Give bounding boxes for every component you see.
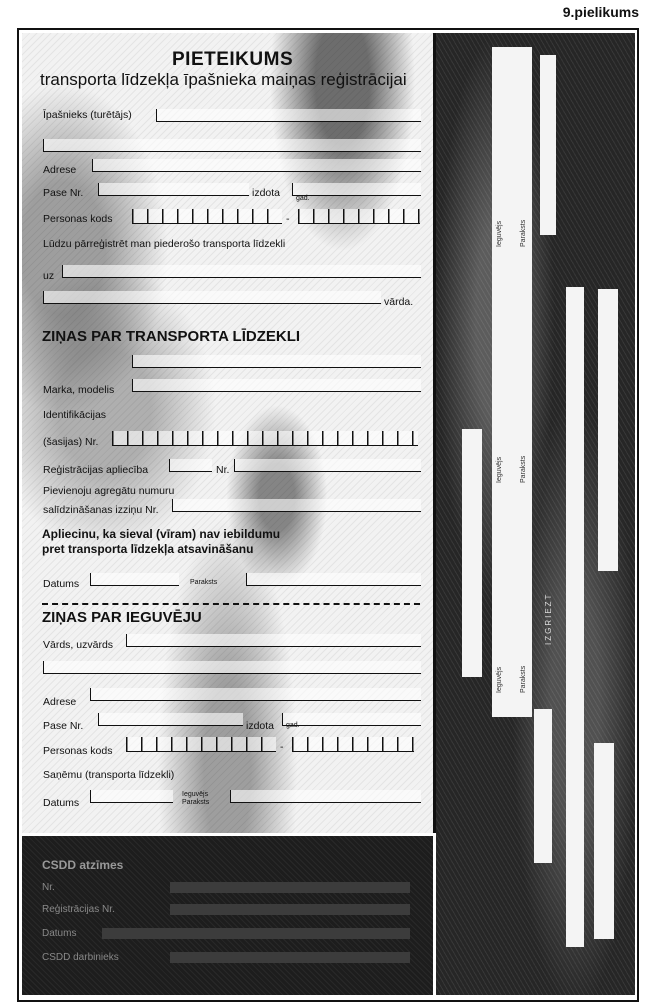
request-text: Lūdzu pārreģistrēt man piederošo transporta līdzekli: [43, 238, 286, 250]
personal-code-cells-1[interactable]: [132, 209, 282, 224]
passport-label: Pase Nr.: [43, 187, 84, 199]
vehicle-heading: ZIŅAS PAR TRANSPORTA LĪDZEKLI: [42, 328, 301, 345]
buyer-passport-field[interactable]: [98, 713, 243, 726]
personal-code-cells-2[interactable]: [298, 209, 420, 224]
owner-field[interactable]: [156, 109, 421, 122]
buyer-date-label: Datums: [43, 797, 80, 809]
vin-cells[interactable]: [112, 431, 418, 446]
buyer-signature-field[interactable]: [230, 790, 421, 803]
address-label: Adrese: [43, 164, 77, 176]
stub-strip-4: [566, 287, 584, 947]
buyer-sig-caption-bottom: Paraksts: [182, 799, 210, 806]
stub-label-1c: Paraksts: [520, 665, 527, 693]
office-use-box: [22, 836, 433, 995]
new-owner-field-line2[interactable]: [43, 291, 381, 304]
stub-strip-6: [534, 709, 552, 863]
buyer-personal-code-label: Personas kods: [43, 745, 113, 757]
stub-vertical-text: IZGRIEZT: [544, 592, 553, 645]
office-field-1[interactable]: [170, 904, 410, 915]
buyer-address-label: Adrese: [43, 696, 77, 708]
stub-label-0c: Ieguvējs: [496, 666, 503, 693]
owner-label: Īpašnieks (turētājs): [43, 109, 132, 121]
buyer-name-label: Vārds, uzvārds: [43, 639, 114, 651]
office-row-2: Datums: [42, 928, 77, 939]
office-row-1: Reģistrācijas Nr.: [42, 904, 115, 915]
stub-label-1: Paraksts: [520, 219, 527, 247]
address-field[interactable]: [92, 159, 421, 172]
tear-off-stub: [436, 33, 635, 995]
make-field[interactable]: [132, 379, 421, 392]
aggregates-label-2: salīdzināšanas izziņu Nr.: [43, 504, 159, 516]
buyer-sig-caption-top: Ieguvējs: [182, 791, 209, 798]
reg-nr-label: Nr.: [216, 464, 230, 476]
reg-cert-label: Reģistrācijas apliecība: [43, 464, 149, 476]
date-label: Datums: [43, 578, 80, 590]
to-label: uz: [43, 270, 55, 282]
buyer-date-field[interactable]: [90, 790, 173, 803]
aggregates-label-1: Pievienoju agregātu numuru: [43, 485, 175, 497]
new-owner-field[interactable]: [62, 265, 421, 278]
form-frame: [17, 28, 639, 1002]
buyer-name-field[interactable]: [126, 634, 421, 647]
vin-label-1: Identifikācijas: [43, 409, 107, 421]
signature-caption: Paraksts: [190, 579, 218, 586]
annex-label: 9.pielikums: [562, 4, 639, 20]
buyer-name-field-line2[interactable]: [43, 661, 421, 674]
office-row-0: Nr.: [42, 882, 55, 893]
office-field-3[interactable]: [170, 952, 410, 963]
cut-line: [42, 603, 420, 605]
stub-strip-5: [598, 289, 618, 571]
form-subtitle: transporta līdzekļa īpašnieka maiņas reģistrācijai: [40, 70, 407, 89]
reg-cert-series[interactable]: [169, 459, 212, 472]
signature-field[interactable]: [246, 573, 421, 586]
personal-code-label: Personas kods: [43, 213, 113, 225]
stub-strip-1: [492, 47, 532, 717]
stub-strip-3: [462, 429, 482, 677]
affirm-text-1: Apliecinu, ka sieval (vīram) nav iebildumu: [42, 527, 281, 541]
buyer-passport-label: Pase Nr.: [43, 720, 84, 732]
stub-label-1b: Paraksts: [520, 455, 527, 483]
vin-label-2: (šasijas) Nr.: [43, 436, 99, 448]
office-heading: CSDD atzīmes: [42, 858, 124, 872]
owner-field-line2[interactable]: [43, 139, 421, 152]
office-row-3: CSDD darbinieks: [42, 952, 119, 963]
issued-field[interactable]: [292, 183, 421, 196]
application-form: PIETEIKUMS transporta līdzekļa īpašnieka maiņas reģistrācijai Īpašnieks (turētājs) Adrese Pase Nr. izdota gad. Personas kods - Lūdzu pārreģistrēt man piederošo transporta līdzekli uz vārda. ZIŅAS PAR TRANSPORTA LĪDZEKLI Marka, modelis Identifikācijas (šasijas) Nr. Reģistrācijas apliecība Nr. Pievienoju agregātu numuru salīdzināšanas izziņu Nr. Apliecinu, ka sieval (vīram) nav iebildumu pret transporta līdzekļa atsavināšanu Datums Paraksts ZIŅAS PAR IEGUVĒJU Vārds, uzvārds Adrese Pase Nr. izdota gad. Personas kods - Saņēmu (transporta līdzekli) Datums Ieguvējs Paraksts: [22, 33, 436, 833]
buyer-personal-code-cells-2[interactable]: [292, 737, 414, 752]
buyer-issued-field[interactable]: [282, 713, 421, 726]
vehicle-field-top[interactable]: [132, 355, 421, 368]
form-title: PIETEIKUMS: [172, 49, 294, 70]
issued-suffix: gad.: [296, 195, 310, 202]
office-field-0[interactable]: [170, 882, 410, 893]
aggregates-field[interactable]: [172, 499, 421, 512]
stub-strip-7: [594, 743, 614, 939]
stub-label-0: Ieguvējs: [496, 220, 503, 247]
make-label: Marka, modelis: [43, 384, 115, 396]
buyer-issued-label: izdota: [246, 720, 275, 732]
buyer-personal-code-cells-1[interactable]: [126, 737, 276, 752]
reg-cert-number[interactable]: [234, 459, 421, 472]
issued-label: izdota: [252, 187, 281, 199]
name-suffix: vārda.: [384, 296, 414, 308]
buyer-issued-suffix: gad.: [286, 722, 300, 729]
receipt-label: Saņēmu (transporta līdzekli): [43, 769, 175, 781]
buyer-address-field[interactable]: [90, 688, 421, 701]
affirm-text-2: pret transporta līdzekļa atsavināšanu: [42, 542, 254, 556]
office-field-2[interactable]: [102, 928, 410, 939]
stub-label-0b: Ieguvējs: [496, 456, 503, 483]
date-field[interactable]: [90, 573, 179, 586]
passport-field[interactable]: [98, 183, 249, 196]
stub-strip-2: [540, 55, 556, 235]
buyer-heading: ZIŅAS PAR IEGUVĒJU: [42, 609, 202, 626]
